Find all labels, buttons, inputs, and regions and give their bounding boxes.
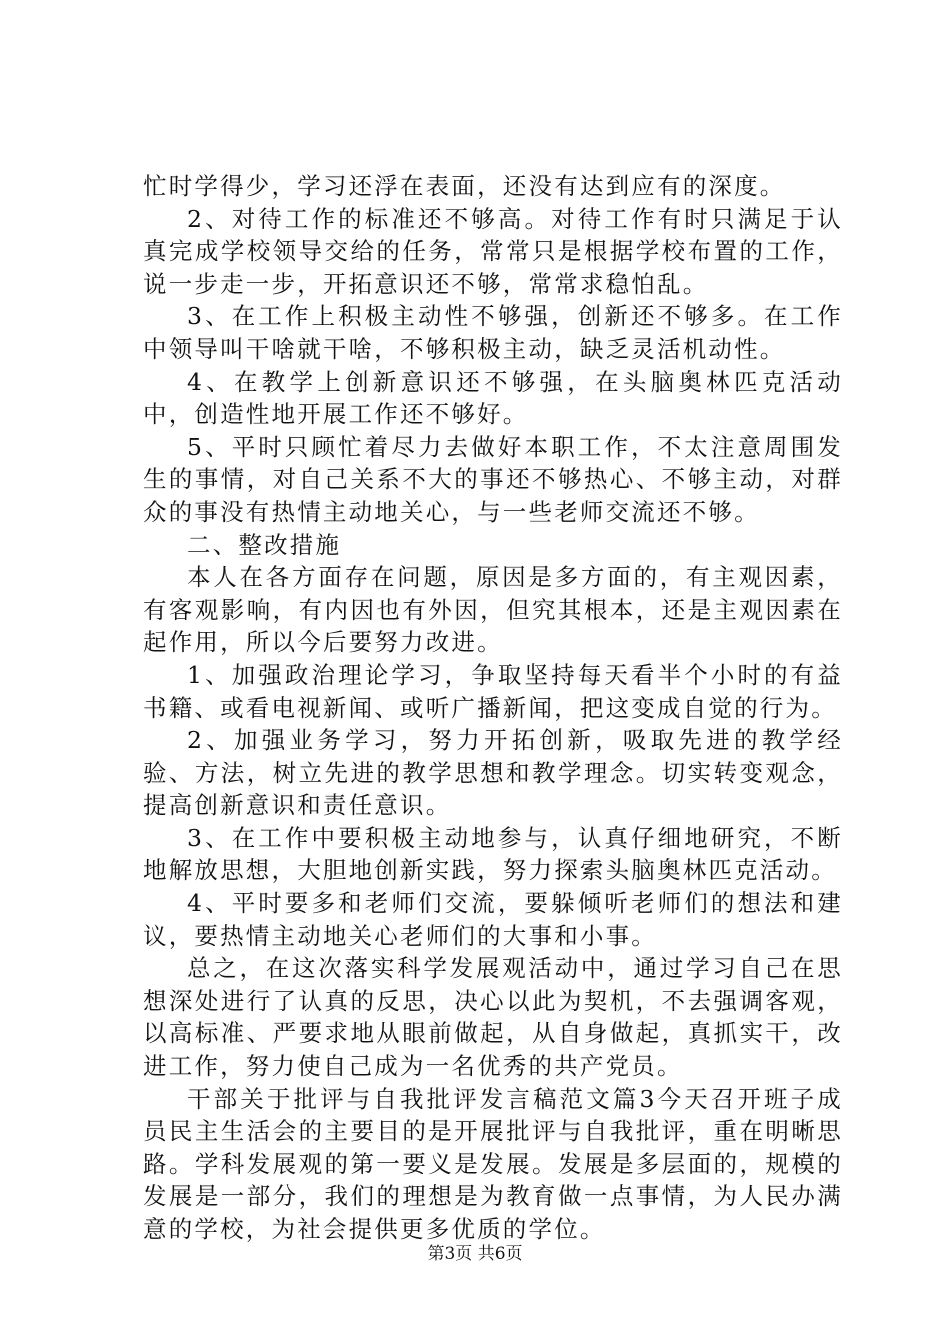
paragraph-continuation: 忙时学得少，学习还浮在表面，还没有达到应有的深度。 — [143, 172, 786, 200]
paragraph-conclusion: 总之，在这次落实科学发展观活动中，通过学习自己在思想深处进行了认真的反思，决心以此为契机，不去强调客观，以高标准、严要求地从眼前做起，从自身做起，真抓实干，改进工作，努力使自己成为一名优秀的共产党员。 — [143, 954, 843, 1081]
paragraph-issue-5: 5、平时只顾忙着尽力去做好本职工作，不太注意周围发生的事情，对自己关系不大的事还不够热心、不够主动，对群众的事没有热情主动地关心，与一些老师交流还不够。 — [143, 432, 843, 526]
paragraph-issue-4: 4、在教学上创新意识还不够强，在头脑奥林匹克活动中，创造性地开展工作还不够好。 — [143, 367, 843, 429]
paragraph-measure-4: 4、平时要多和老师们交流，要躲倾听老师们的想法和建议，要热情主动地关心老师们的大事和小事。 — [143, 889, 843, 950]
document-body — [143, 170, 843, 1246]
paragraph-measure-3: 3、在工作中要积极主动地参与，认真仔细地研究，不断地解放思想，大胆地创新实践，努力探索头脑奥林匹克活动。 — [143, 823, 843, 885]
page-number-footer: 第3页 共6页 — [427, 1244, 523, 1264]
paragraph-measure-1: 1、加强政治理论学习，争取坚持每天看半个小时的有益书籍、或看电视新闻、或听广播新闻，把这变成自觉的行为。 — [143, 660, 843, 722]
paragraph-rectification-intro: 本人在各方面存在问题，原因是多方面的，有主观因素，有客观影响，有内因也有外因，但究其根本，还是主观因素在起作用，所以今后要努力改进。 — [143, 563, 843, 657]
section-heading-rectification: 二、整改措施 — [187, 530, 342, 559]
paragraph-measure-2: 2、加强业务学习，努力开拓创新，吸取先进的教学经验、方法，树立先进的教学思想和教学理念。切实转变观念，提高创新意识和责任意识。 — [143, 726, 843, 820]
paragraph-article-3: 干部关于批评与自我批评发言稿范文篇3今天召开班子成员民主生活会的主要目的是开展批评与自我批评，重在明晰思路。学科发展观的第一要义是发展。发展是多层面的，规模的发展是一部分，我们的理想是为教育做一点事情，为人民办满意的学校，为社会提供更多优质的学位。 — [143, 1084, 843, 1243]
paragraph-issue-3: 3、在工作上积极主动性不够强，创新还不够多。在工作中领导叫干啥就干啥，不够积极主动，缺乏灵活机动性。 — [143, 302, 843, 363]
paragraph-issue-2: 2、对待工作的标准还不够高。对待工作有时只满足于认真完成学校领导交给的任务，常常只是根据学校布置的工作，说一步走一步，开拓意识还不够，常常求稳怕乱。 — [143, 204, 843, 298]
